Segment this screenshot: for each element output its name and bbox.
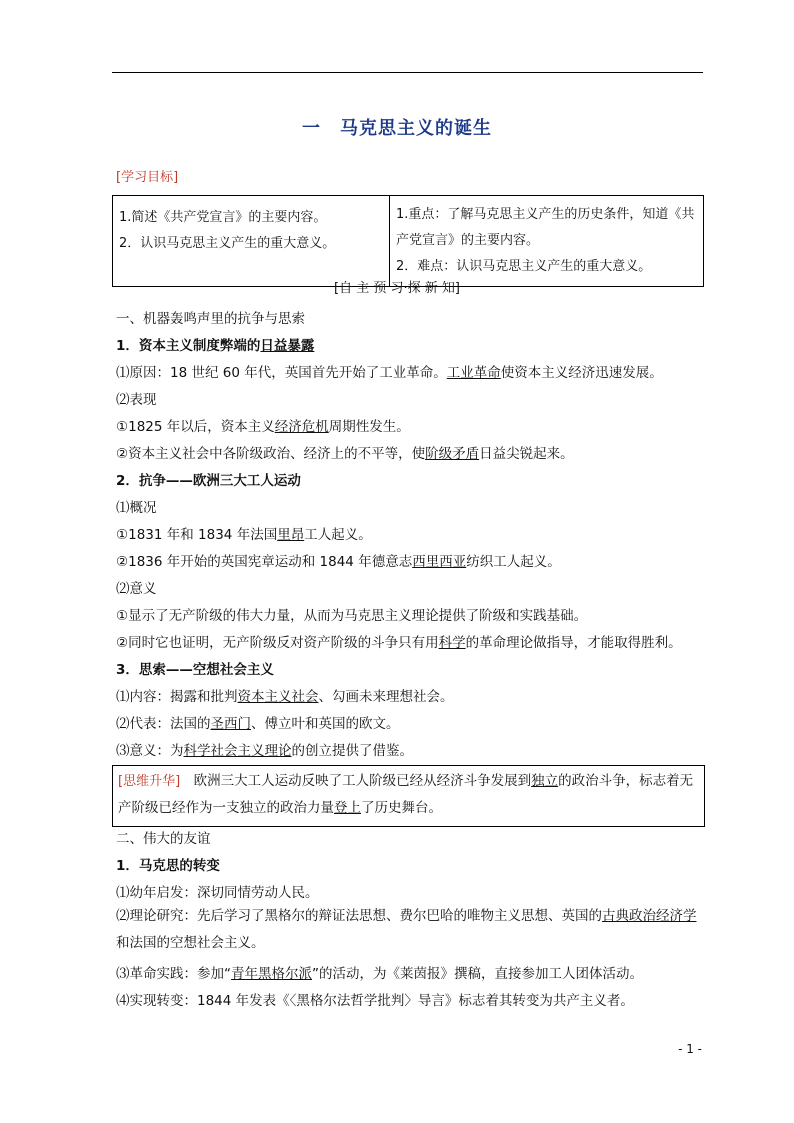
p1s1-cause: ⑴原因：18 世纪 60 年代，英国首先开始了工业革命。工业革命使资本主义经济迅速发展。	[116, 365, 663, 381]
objective-key-cont: 产党宣言》的主要内容。	[396, 233, 540, 248]
p1s1-perf: ⑵表现	[116, 392, 157, 408]
objectives-left	[113, 196, 390, 287]
objectives-table	[112, 195, 704, 287]
section-banner: [自 主 预 习·探 新 知]	[334, 281, 460, 296]
p1s2-meaning: ⑵意义	[116, 581, 157, 597]
p1s2-title: 2．抗争——欧洲三大工人运动	[116, 473, 301, 489]
part1-heading: 一、机器轰鸣声里的抗争与思索	[116, 311, 305, 327]
p1s2-o1: ①1831 年和 1834 年法国里昂工人起义。	[116, 527, 372, 543]
thinking-box	[112, 765, 705, 827]
objective-item: 2．认识马克思主义产生的重大意义。	[119, 236, 336, 251]
p1s3-content: ⑴内容：揭露和批判资本主义社会、勾画未来理想社会。	[116, 689, 454, 705]
objectives-label: [学习目标]	[116, 170, 179, 185]
p1s3-rep: ⑵代表：法国的圣西门、傅立叶和英国的欧文。	[116, 716, 400, 732]
top-rule	[112, 72, 703, 73]
p1s2-m1: ①显示了无产阶级的伟大力量，从而为马克思主义理论提供了阶级和实践基础。	[116, 608, 588, 624]
p1s3-title: 3．思索——空想社会主义	[116, 662, 274, 678]
p2-b: ⑵理论研究：先后学习了黑格尔的辩证法思想、费尔巴哈的唯物主义思想、英国的古典政治经济学和法国的空想社会主义。	[116, 908, 697, 951]
objective-item: 1.简述《共产党宣言》的主要内容。	[119, 210, 327, 225]
p1s2-o2: ②1836 年开始的英国宪章运动和 1844 年德意志西里西亚纺织工人起义。	[116, 554, 561, 570]
thinking-text: [思维升华] 欧洲三大工人运动反映了工人阶级已经从经济斗争发展到独立的政治斗争，标志着无产阶级已经作为一支独立的政治力量登上了历史舞台。	[118, 773, 694, 816]
part2-heading: 二、伟大的友谊	[116, 831, 211, 847]
objective-key: 1.重点：了解马克思主义产生的历史条件，知道《共	[396, 207, 695, 222]
p1s1-p1: ①1825 年以后，资本主义经济危机周期性发生。	[116, 419, 410, 435]
page-number: - 1 -	[678, 1042, 702, 1056]
thinking-tag: [思维升华]	[118, 774, 181, 789]
p1s1-title: 1．资本主义制度弊端的日益暴露	[116, 338, 315, 354]
objectives-right	[390, 196, 704, 287]
p1s3-sig: ⑶意义：为科学社会主义理论的创立提供了借鉴。	[116, 743, 413, 759]
page-title: 一 马克思主义的诞生	[302, 118, 492, 139]
p1s2-overview: ⑴概况	[116, 500, 157, 516]
p2-d: ⑷实现转变：1844 年发表《〈黑格尔法哲学批判〉导言》标志着其转变为共产主义者。	[116, 993, 634, 1009]
p2-c: ⑶革命实践：参加“青年黑格尔派”的活动，为《莱茵报》撰稿，直接参加工人团体活动。	[116, 966, 643, 982]
p2-a: ⑴幼年启发：深切同情劳动人民。	[116, 885, 319, 901]
p2s1-title: 1．马克思的转变	[116, 858, 220, 874]
p1s2-m2: ②同时它也证明，无产阶级反对资产阶级的斗争只有用科学的革命理论做指导，才能取得胜利。	[116, 635, 682, 651]
p1s1-p2: ②资本主义社会中各阶级政治、经济上的不平等，使阶级矛盾日益尖锐起来。	[116, 446, 574, 462]
objective-difficulty: 2．难点：认识马克思主义产生的重大意义。	[396, 259, 652, 274]
